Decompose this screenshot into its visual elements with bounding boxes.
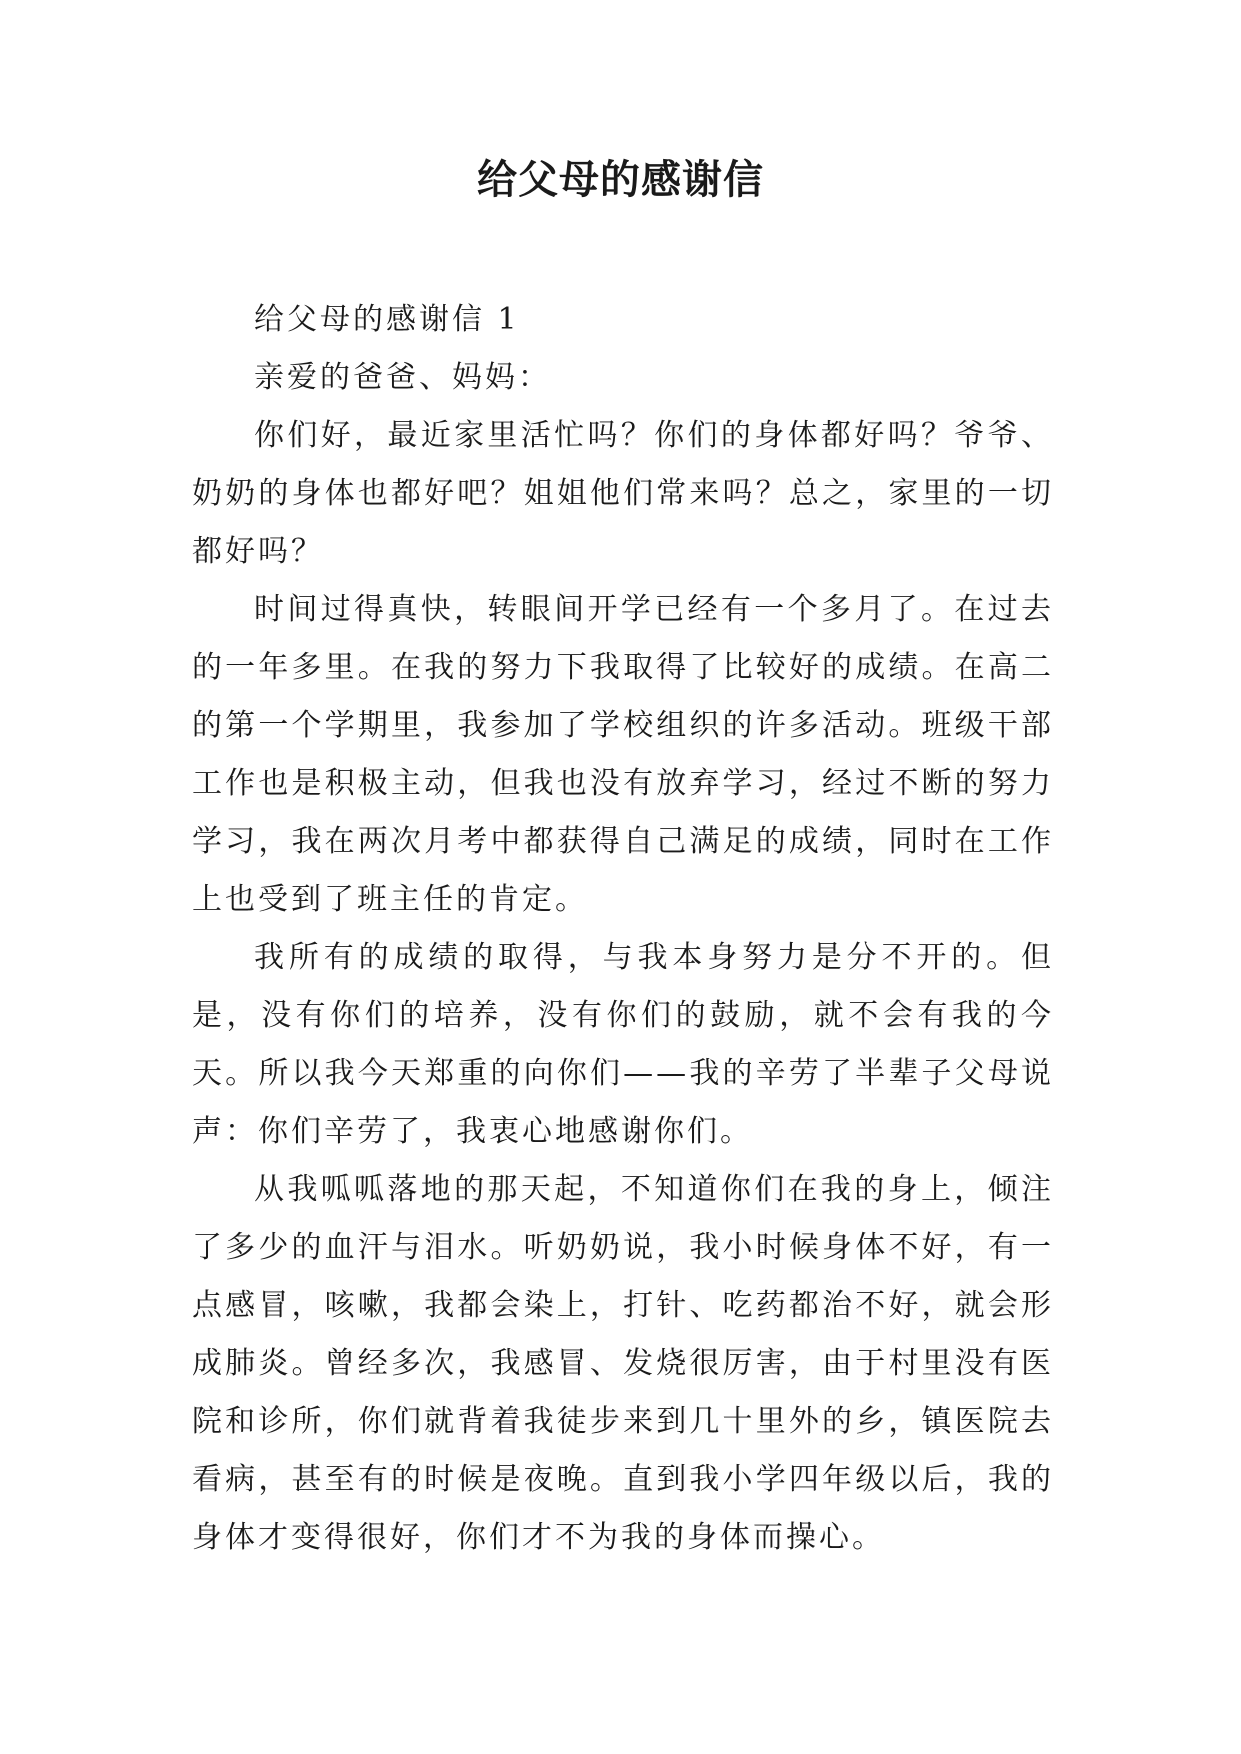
paragraph: 从我呱呱落地的那天起，不知道你们在我的身上，倾注了多少的血汗与泪水。听奶奶说，我小时候身体不好，有一点感冒，咳嗽，我都会染上，打针、吃药都治不好，就会形成肺炎。曾经多次，我感冒、发烧很厉害，由于村里没有医院和诊所，你们就背着我徒步来到几十里外的乡，镇医院去看病，甚至有的时候是夜晚。直到我小学四年级以后，我的身体才变得很好，你们才不为我的身体而操心。 xyxy=(192,1172,1054,1555)
section-heading: 给父母的感谢信 1 xyxy=(254,302,520,337)
document-title: 给父母的感谢信 xyxy=(477,157,764,203)
salutation: 亲爱的爸爸、妈妈： xyxy=(254,360,551,395)
paragraph: 你们好，最近家里活忙吗？你们的身体都好吗？爷爷、奶奶的身体也都好吧？姐姐他们常来吗？总之，家里的一切都好吗？ xyxy=(192,418,1054,569)
paragraph: 时间过得真快，转眼间开学已经有一个多月了。在过去的一年多里。在我的努力下我取得了比较好的成绩。在高二的第一个学期里，我参加了学校组织的许多活动。班级干部工作也是积极主动，但我也没有放弃学习，经过不断的努力学习，我在两次月考中都获得自己满足的成绩，同时在工作上也受到了班主任的肯定。 xyxy=(192,592,1054,917)
letter-body xyxy=(192,291,1054,1567)
paragraph: 我所有的成绩的取得，与我本身努力是分不开的。但是，没有你们的培养，没有你们的鼓励，就不会有我的今天。所以我今天郑重的向你们——我的辛劳了半辈子父母说声：你们辛劳了，我衷心地感谢你们。 xyxy=(192,940,1054,1149)
